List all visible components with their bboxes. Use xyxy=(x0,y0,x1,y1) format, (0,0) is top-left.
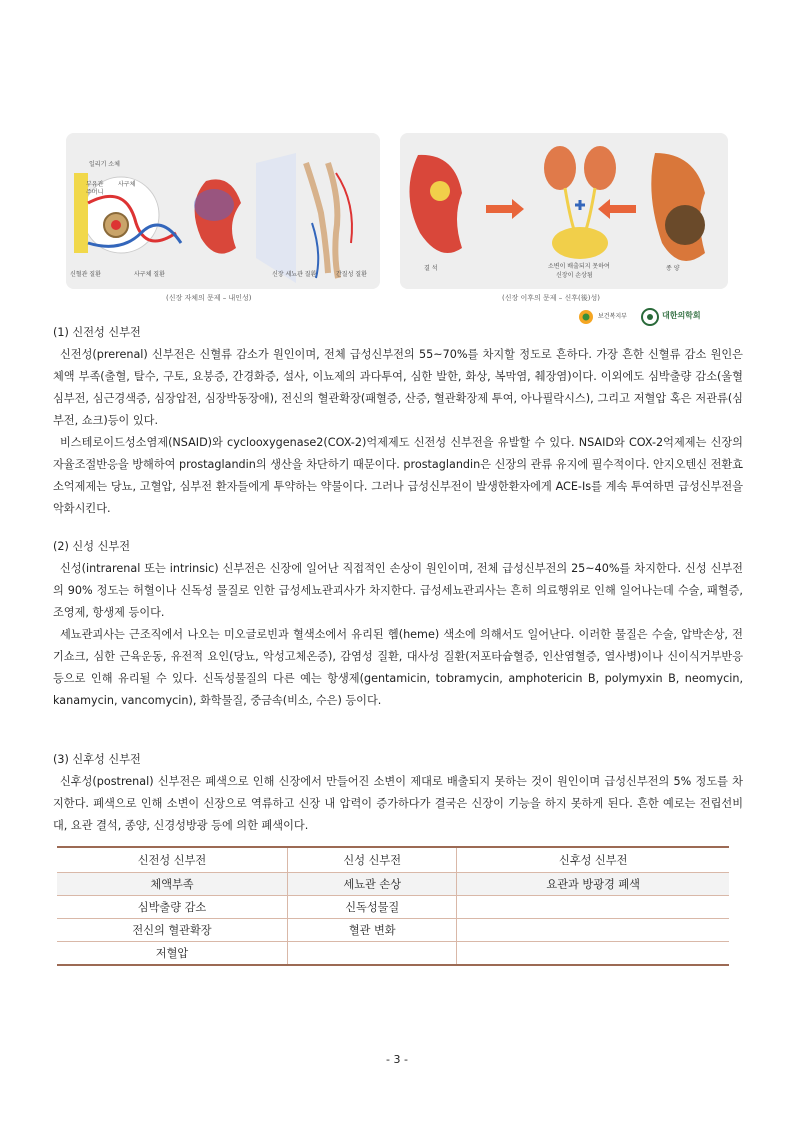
table-cell xyxy=(288,942,457,966)
paragraph: 신전성(prerenal) 신부전은 신혈류 감소가 원인이며, 전체 급성신부전의 55~70%를 차지할 정도로 흔하다. 가장 흔한 신혈류 감소 원인은 체액 부족(출혈, 탈수, 구토, 요붕증, 간경화증, 설사, 이뇨제의 과다투여, 심한 발한, 화상, 복막염, 췌장염)이다. 이외에도 심박출량 감소(울혈심부전, 심근경색증, 심장압전, 심장박동장애), 전신의 혈관확장(패혈증, 산증, 혈관확장제 투여, 아나필락시스), 그리고 저혈압 혹은 저관류(심부전, 쇼크)등이 있다. xyxy=(53,348,743,427)
table-header-cell: 신후성 신부전 xyxy=(457,847,729,873)
caption-intrarenal: (신장 자체의 문제 – 내인성) xyxy=(166,294,252,302)
label-pouch: 주머니 xyxy=(86,189,104,196)
table-header-cell: 신성 신부전 xyxy=(288,847,457,873)
logo-text-ministry: 보건복지부 xyxy=(598,313,627,320)
paragraph: 신성(intrarenal 또는 intrinsic) 신부전은 신장에 일어난 직접적인 손상이 원인이며, 전체 급성신부전의 25~40%를 차지한다. 신성 신부전의 90% 정도는 허혈이나 신독성 물질로 인한 급성세뇨관괴사가 차지한다. 급성세뇨관괴사는 흔히 의료행위로 인해 일어나는데 수술, 패혈증, 조영제, 항생제 등이다. xyxy=(53,562,743,619)
section-heading: (3) 신후성 신부전 xyxy=(53,753,141,766)
label-tubule: 부유관 xyxy=(86,181,104,188)
section-intrarenal xyxy=(53,536,743,712)
table-cell xyxy=(457,919,729,942)
section-heading: (2) 신성 신부전 xyxy=(53,540,130,553)
table-cell: 심박출량 감소 xyxy=(57,896,288,919)
table-cell: 저혈압 xyxy=(57,942,288,966)
table-cell: 전신의 혈관확장 xyxy=(57,919,288,942)
table-cell: 신독성물질 xyxy=(288,896,457,919)
label-urine-not-drained: 소변이 배출되지 못하여 xyxy=(548,263,610,270)
table-row xyxy=(57,919,729,942)
paragraph: 세뇨관괴사는 근조직에서 나오는 미오글로빈과 혈색소에서 유리된 헴(heme) 색소에 의해서도 일어난다. 이러한 물질은 수술, 압박손상, 전기쇼크, 심한 근육운동, 유전적 요인(당뇨, 악성고체온증), 감염성 질환, 대사성 질환(저포타슘혈증, 인산염혈증, 열사병)이나 신이식거부반응 등으로 인해 유리될 수 있다. 신독성물질의 다른 예는 항생제(gentamicin, tobramycin, amphotericin B, polymyxin B, neomycin, kanamycin, vancomycin), 화학물질, 중금속(비소, 수은) 등이다. xyxy=(53,628,743,707)
figure-postrenal xyxy=(400,133,728,289)
label-glomerular-disease: 사구체 질환 xyxy=(134,271,165,278)
label-kidney-damaged: 신장이 손상됨 xyxy=(556,272,593,279)
section-prerenal xyxy=(53,322,743,520)
label-renal-vascular-disease: 신혈관 질환 xyxy=(70,271,101,278)
paragraph: 비스테로이드성소염제(NSAID)와 cyclooxygenase2(COX-2)억제제도 신전성 신부전을 유발할 수 있다. NSAID와 COX-2억제제는 신장의 자율조절반응을 방해하여 prostaglandin의 생산을 차단하기 때문이다. prostaglandin은 신장의 관류 유지에 필수적이다. 안지오텐신 전환효소억제제는 당뇨, 고혈압, 심부전 환자들에게 투약하는 약물이다. 그러나 급성신부전이 발생한환자에게 ACE-Is를 계속 투여하면 급성신부전을 악화시킨다. xyxy=(53,436,743,515)
table-row xyxy=(57,896,729,919)
table-cell xyxy=(457,896,729,919)
label-interstitial-disease: 간질성 질환 xyxy=(336,271,367,278)
label-glomerulus: 사구체 xyxy=(118,181,136,188)
label-stone: 결 석 xyxy=(424,265,438,272)
label-renal-corpuscle: 일리기 소체 xyxy=(89,161,120,168)
table-row xyxy=(57,942,729,966)
caption-postrenal: (신장 이후의 문제 – 신후(後)성) xyxy=(502,294,600,302)
table-cell: 요관과 방광경 폐색 xyxy=(457,873,729,896)
page-number: - 3 - xyxy=(386,1053,408,1066)
summary-table xyxy=(57,846,729,966)
section-heading: (1) 신전성 신부전 xyxy=(53,326,141,339)
figure-intrarenal xyxy=(66,133,380,289)
table-cell: 혈관 변화 xyxy=(288,919,457,942)
table-cell: 체액부족 xyxy=(57,873,288,896)
logo-text-academy: 대한의학회 xyxy=(662,311,701,320)
figure-area xyxy=(66,133,728,333)
table-row xyxy=(57,873,729,896)
table-cell xyxy=(457,942,729,966)
label-tubular-disease: 신장 세뇨관 질환 xyxy=(272,271,317,278)
section-postrenal xyxy=(53,749,743,837)
label-tumor: 종 양 xyxy=(666,265,680,272)
kidney-nephron-illustration xyxy=(66,133,380,289)
table-header-row xyxy=(57,847,729,873)
table-header-cell: 신전성 신부전 xyxy=(57,847,288,873)
paragraph: 신후성(postrenal) 신부전은 폐색으로 인해 신장에서 만들어진 소변이 제대로 배출되지 못하는 것이 원인이며 급성신부전의 5% 정도를 차지한다. 폐색으로 인해 소변이 신장으로 역류하고 신장 내 압력이 증가하다가 결국은 신장이 기능을 하지 못하게 된다. 흔한 예로는 전립선비대, 요관 결석, 종양, 신경성방광 등에 의한 폐색이다. xyxy=(53,775,743,832)
table-cell: 세뇨관 손상 xyxy=(288,873,457,896)
